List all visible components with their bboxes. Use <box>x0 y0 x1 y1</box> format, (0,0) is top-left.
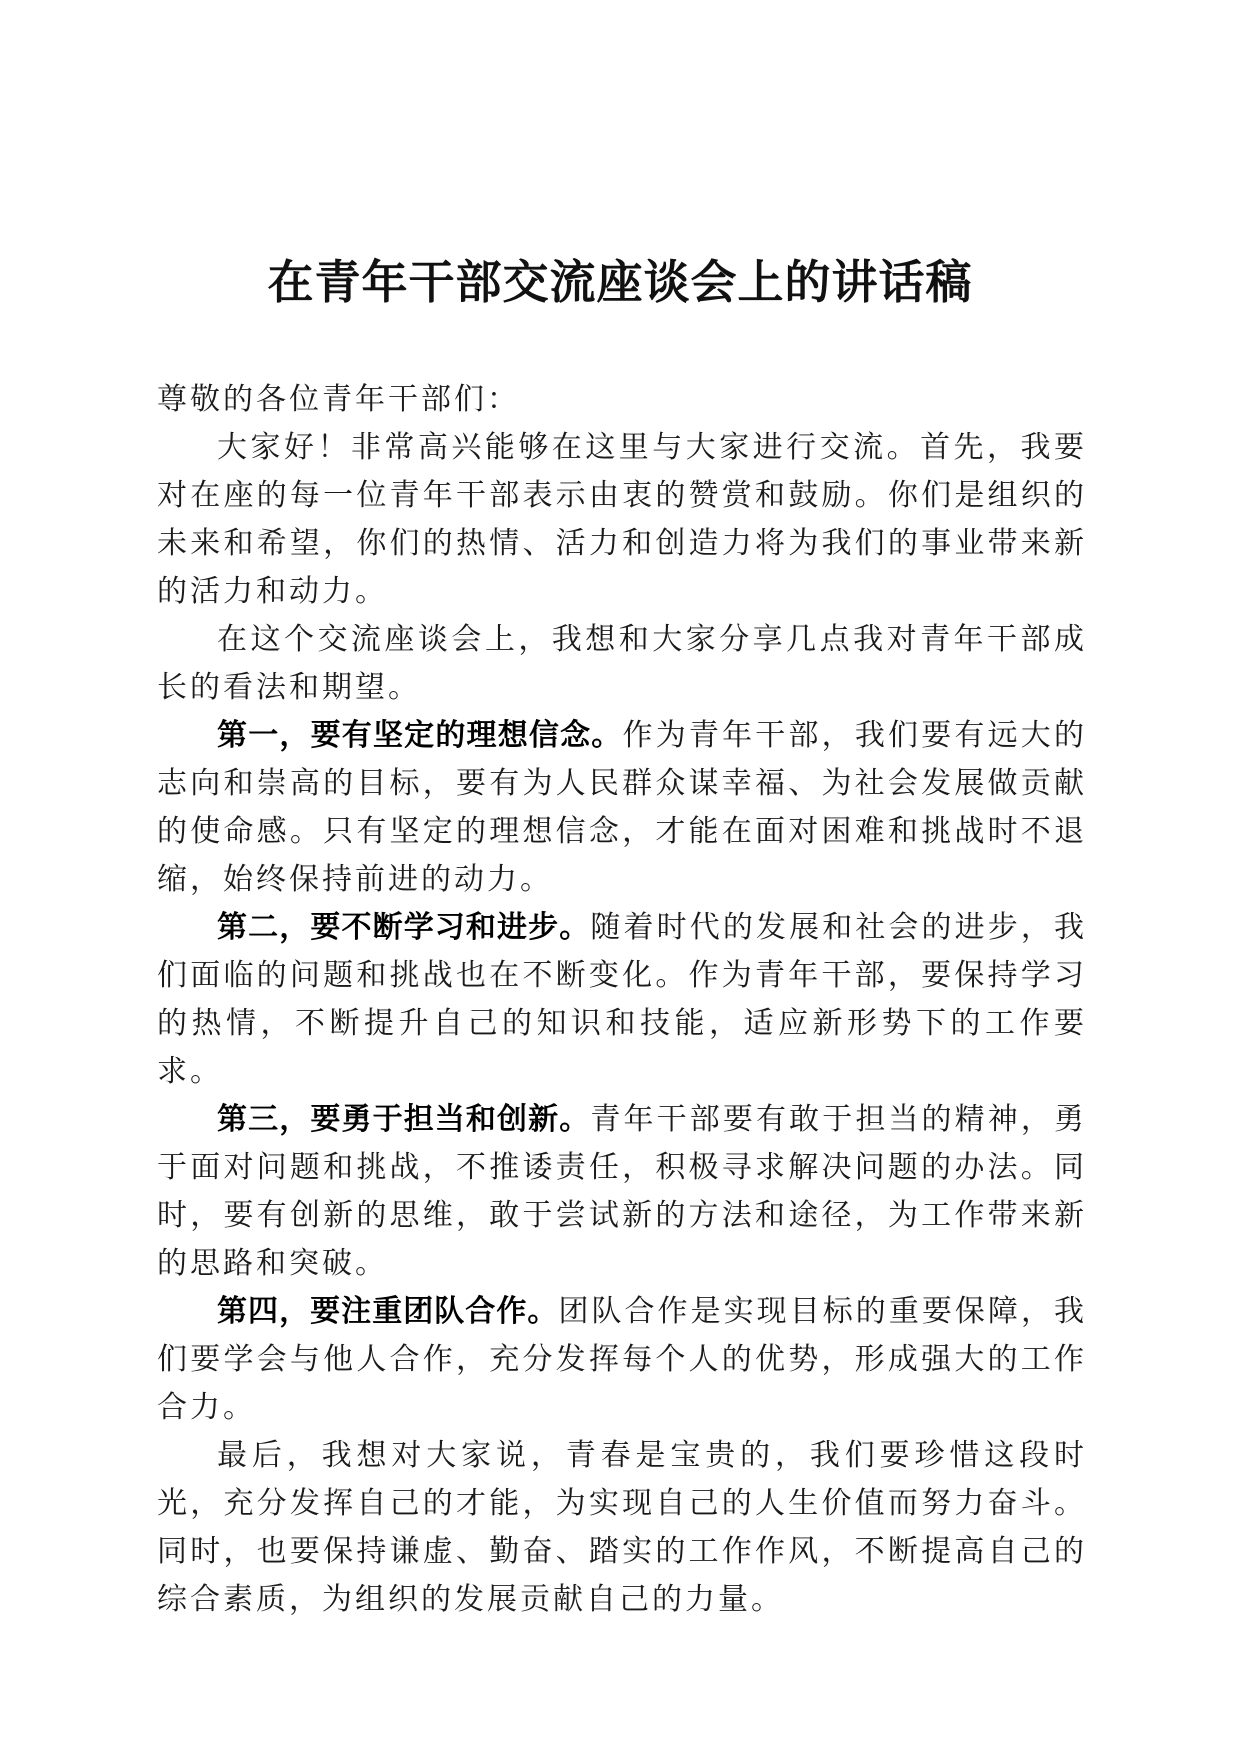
paragraph-point-1 <box>157 712 1087 904</box>
paragraph-point-4 <box>157 1288 1087 1432</box>
point-4-heading: 第四，要注重团队合作。 <box>217 1294 559 1329</box>
paragraph-closing: 最后，我想对大家说，青春是宝贵的，我们要珍惜这段时光，充分发挥自己的才能，为实现自己的人生价值而努力奋斗。同时，也要保持谦虚、勤奋、踏实的工作作风，不断提高自己的综合素质，为组织的发展贡献自己的力量。 <box>157 1438 1087 1617</box>
document-body <box>157 376 1087 1624</box>
point-4-text: 团队合作是实现目标的重要保障，我们要学会与他人合作，充分发挥每个人的优势，形成强大的工作合力。 <box>157 1294 1088 1425</box>
paragraph-point-2 <box>157 904 1087 1096</box>
salutation: 尊敬的各位青年干部们： <box>157 382 520 417</box>
document-title: 在青年干部交流座谈会上的讲话稿 <box>267 255 973 309</box>
point-2-text: 随着时代的发展和社会的进步，我们面临的问题和挑战也在不断变化。作为青年干部，要保持学习的热情，不断提升自己的知识和技能，适应新形势下的工作要求。 <box>157 910 1088 1089</box>
paragraph-point-3 <box>157 1096 1087 1288</box>
point-2-heading: 第二，要不断学习和进步。 <box>217 910 591 945</box>
paragraph-preface: 在这个交流座谈会上，我想和大家分享几点我对青年干部成长的看法和期望。 <box>157 622 1087 705</box>
point-3-heading: 第三，要勇于担当和创新。 <box>217 1102 591 1137</box>
paragraph-intro: 大家好！非常高兴能够在这里与大家进行交流。首先，我要对在座的每一位青年干部表示由衷的赞赏和鼓励。你们是组织的未来和希望，你们的热情、活力和创造力将为我们的事业带来新的活力和动力。 <box>157 430 1087 609</box>
point-3-text: 青年干部要有敢于担当的精神，勇于面对问题和挑战，不推诿责任，积极寻求解决问题的办法。同时，要有创新的思维，敢于尝试新的方法和途径，为工作带来新的思路和突破。 <box>157 1102 1088 1281</box>
point-1-heading: 第一，要有坚定的理想信念。 <box>217 718 623 753</box>
point-1-text: 作为青年干部，我们要有远大的志向和崇高的目标，要有为人民群众谋幸福、为社会发展做贡献的使命感。只有坚定的理想信念，才能在面对困难和挑战时不退缩，始终保持前进的动力。 <box>157 718 1087 897</box>
